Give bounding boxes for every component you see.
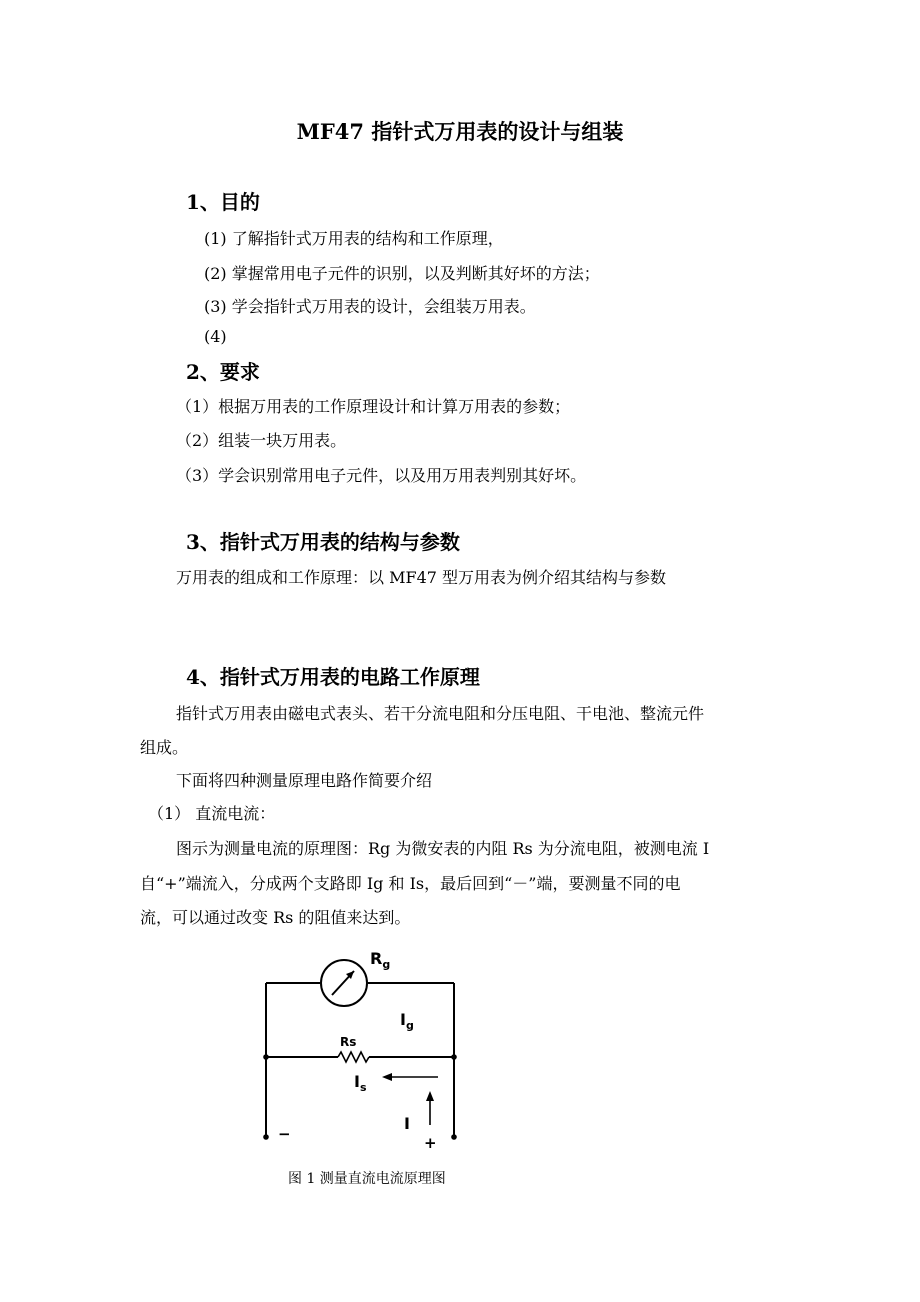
- minus-terminal-dot: [263, 1134, 269, 1140]
- left-junction-dot: [263, 1054, 269, 1060]
- is-label-sub: s: [359, 1081, 367, 1094]
- section-1-item-3: (3) 学会指针式万用表的设计，会组装万用表。: [204, 297, 536, 316]
- section-4-para1-line2: 组成。: [140, 738, 189, 757]
- is-label-main: I: [354, 1072, 360, 1091]
- section-1-heading: 1、目的: [186, 190, 260, 214]
- right-junction-dot: [451, 1054, 457, 1060]
- i-label: I: [404, 1114, 410, 1133]
- is-label: [354, 1072, 367, 1094]
- section-2-item-3: （3）学会识别常用电子元件，以及用万用表判别其好坏。: [176, 466, 587, 485]
- section-3-heading: 3、指针式万用表的结构与参数: [186, 530, 460, 554]
- plus-label: +: [424, 1134, 437, 1152]
- rg-label-main: R: [370, 949, 383, 968]
- i-arrow-head: [426, 1091, 434, 1101]
- section-2-item-2: （2）组装一块万用表。: [176, 431, 347, 450]
- section-4-para3-line3: 流，可以通过改变 Rs 的阻值来达到。: [140, 908, 411, 927]
- document-title: MF47 指针式万用表的设计与组装: [296, 119, 624, 144]
- section-4-para3-line1: 图示为测量电流的原理图：Rg 为微安表的内阻 Rs 为分流电阻，被测电流 I: [176, 839, 710, 858]
- plus-terminal-dot: [451, 1134, 457, 1140]
- section-1-item-1: (1) 了解指针式万用表的结构和工作原理，: [204, 229, 504, 248]
- resistor-rs-icon: [338, 1052, 369, 1062]
- section-4-para1-line1: 指针式万用表由磁电式表头、若干分流电阻和分压电阻、干电池、整流元件: [176, 704, 705, 723]
- section-3-paragraph: 万用表的组成和工作原理：以 MF47 型万用表为例介绍其结构与参数: [176, 568, 667, 587]
- dc-current-circuit-diagram: [250, 945, 480, 1155]
- is-arrow-head: [382, 1073, 392, 1081]
- section-1-item-4: (4): [204, 327, 227, 346]
- section-4-heading: 4、指针式万用表的电路工作原理: [186, 665, 480, 689]
- rs-label: Rs: [340, 1035, 357, 1049]
- section-4-sub1: （1） 直流电流：: [148, 804, 276, 823]
- ig-label-sub: g: [405, 1019, 414, 1032]
- figure-caption: 图 1 测量直流电流原理图: [288, 1171, 446, 1187]
- ig-label: [400, 1010, 414, 1032]
- section-2-heading: 2、要求: [186, 360, 260, 384]
- rg-label-sub: g: [382, 958, 391, 971]
- section-1-item-2: (2) 掌握常用电子元件的识别，以及判断其好坏的方法；: [204, 264, 600, 283]
- rg-label: [370, 949, 390, 971]
- section-4-para2: 下面将四种测量原理电路作简要介绍: [176, 771, 433, 790]
- minus-label: −: [278, 1125, 291, 1143]
- section-2-item-1: （1）根据万用表的工作原理设计和计算万用表的参数；: [176, 397, 571, 416]
- ig-label-main: I: [400, 1010, 406, 1029]
- section-4-para3-line2: 自“+”端流入，分成两个支路即 Ig 和 Is，最后回到“－”端，要测量不同的电: [140, 874, 681, 893]
